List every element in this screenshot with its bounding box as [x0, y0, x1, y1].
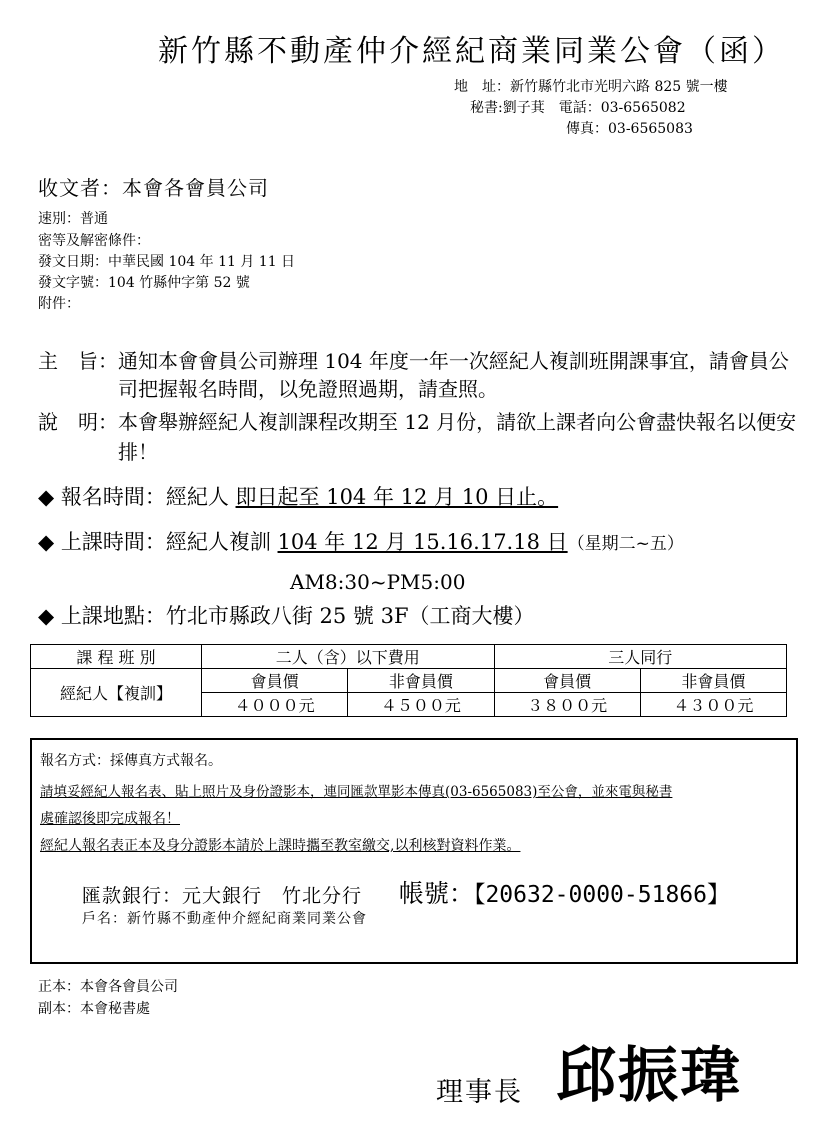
price-cell: ３８００元	[494, 693, 640, 717]
registration-period	[38, 481, 558, 511]
diamond-bullet-icon: ◆	[38, 604, 55, 628]
subject-line-2: 司把握報名時間，以免證照過期，請查照。	[118, 377, 498, 401]
explanation-line-2: 排！	[118, 440, 158, 464]
price-cell: ４０００元	[202, 693, 348, 717]
price-cell: ４５００元	[348, 693, 494, 717]
class-dates: 104 年 12 月 15.16.17.18 日	[277, 530, 568, 554]
member-price-header: 會員價	[202, 669, 348, 693]
association-address: 地 址：新竹縣竹北市光明六路 825 號一樓	[454, 79, 728, 95]
location-label: 上課地點：	[60, 604, 166, 628]
notice-instructions: 請填妥經紀人報名表、貼上照片及身份證影本，連同匯款單影本傳真(03-6565083)至公會，並來電與秘書	[40, 784, 673, 800]
notice-originals: 經紀人報名表正本及身分證影本請於上課時攜至教室繳交,以利核對資料作業。	[40, 838, 521, 854]
registration-deadline: 即日起至 104 年 12 月 10 日止。	[235, 485, 559, 509]
table-row	[31, 669, 787, 693]
secrecy-level: 密等及解密條件：	[38, 233, 150, 249]
registration-label: 報名時間：	[60, 485, 166, 509]
header-group-of-three: 三人同行	[494, 645, 787, 669]
notice-method: 報名方式：採傳真方式報名。	[40, 753, 222, 769]
class-location	[38, 600, 535, 630]
speed-class: 速別：普通	[38, 211, 108, 227]
class-time	[38, 526, 684, 556]
copy-recipient: 副本：本會秘書處	[38, 1001, 150, 1017]
document-number: 發文字號：104 竹縣仲字第 52 號	[38, 275, 250, 291]
nonmember-price-header: 非會員價	[640, 669, 786, 693]
fax-number: 傳真：03-6565083	[566, 121, 693, 137]
explanation-label: 說 明：	[38, 410, 118, 434]
document-title: 新竹縣不動產仲介經紀商業同業公會（函）	[158, 34, 785, 69]
account-holder: 戶名：新竹縣不動產仲介經紀商業同業公會	[82, 911, 367, 927]
location-address: 竹北市縣政八街 25 號 3F（工商大樓）	[165, 604, 535, 628]
registration-notice-box	[30, 738, 798, 964]
secretary-phone: 秘書:劉子萁 電話：03-6565082	[470, 100, 686, 116]
chairman-signature: 邱振瑋	[556, 1041, 742, 1111]
fee-table	[30, 644, 787, 717]
class-time-label: 上課時間：	[60, 530, 166, 554]
price-cell: ４３００元	[640, 693, 786, 717]
chairman-title: 理事長	[436, 1077, 523, 1108]
header-course: 課 程 班 別	[31, 645, 202, 669]
issue-date: 發文日期：中華民國 104 年 11 月 11 日	[38, 254, 296, 270]
explanation-line-1: 本會舉辦經紀人複訓課程改期至 12 月份，請欲上課者向公會盡快報名以便安	[118, 410, 797, 434]
notice-confirmation: 處確認後即完成報名！	[40, 811, 180, 827]
diamond-bullet-icon: ◆	[38, 485, 55, 509]
attachments: 附件：	[38, 296, 80, 312]
recipient: 收文者：本會各會員公司	[38, 176, 269, 200]
account-label: 帳號：	[398, 879, 474, 908]
header-two-or-fewer: 二人（含）以下費用	[202, 645, 495, 669]
class-hours: AM8:30~PM5:00	[290, 570, 466, 594]
subject-label: 主 旨：	[38, 349, 118, 373]
subject-line-1: 通知本會會員公司辦理 104 年度一年一次經紀人複訓班開課事宜，請會員公	[118, 349, 789, 373]
nonmember-price-header: 非會員價	[348, 669, 494, 693]
table-row	[31, 645, 787, 669]
diamond-bullet-icon: ◆	[38, 530, 55, 554]
class-weekday: （星期二~五）	[567, 534, 684, 554]
registration-who: 經紀人	[165, 485, 229, 509]
account-number: 【20632-0000-51866】	[473, 882, 730, 908]
original-recipient: 正本：本會各會員公司	[38, 979, 178, 995]
course-name: 經紀人【複訓】	[31, 669, 202, 717]
member-price-header: 會員價	[494, 669, 640, 693]
bank-info	[82, 874, 730, 910]
remittance-bank: 匯款銀行：元大銀行 竹北分行	[82, 885, 363, 907]
class-course: 經紀人複訓	[165, 530, 271, 554]
